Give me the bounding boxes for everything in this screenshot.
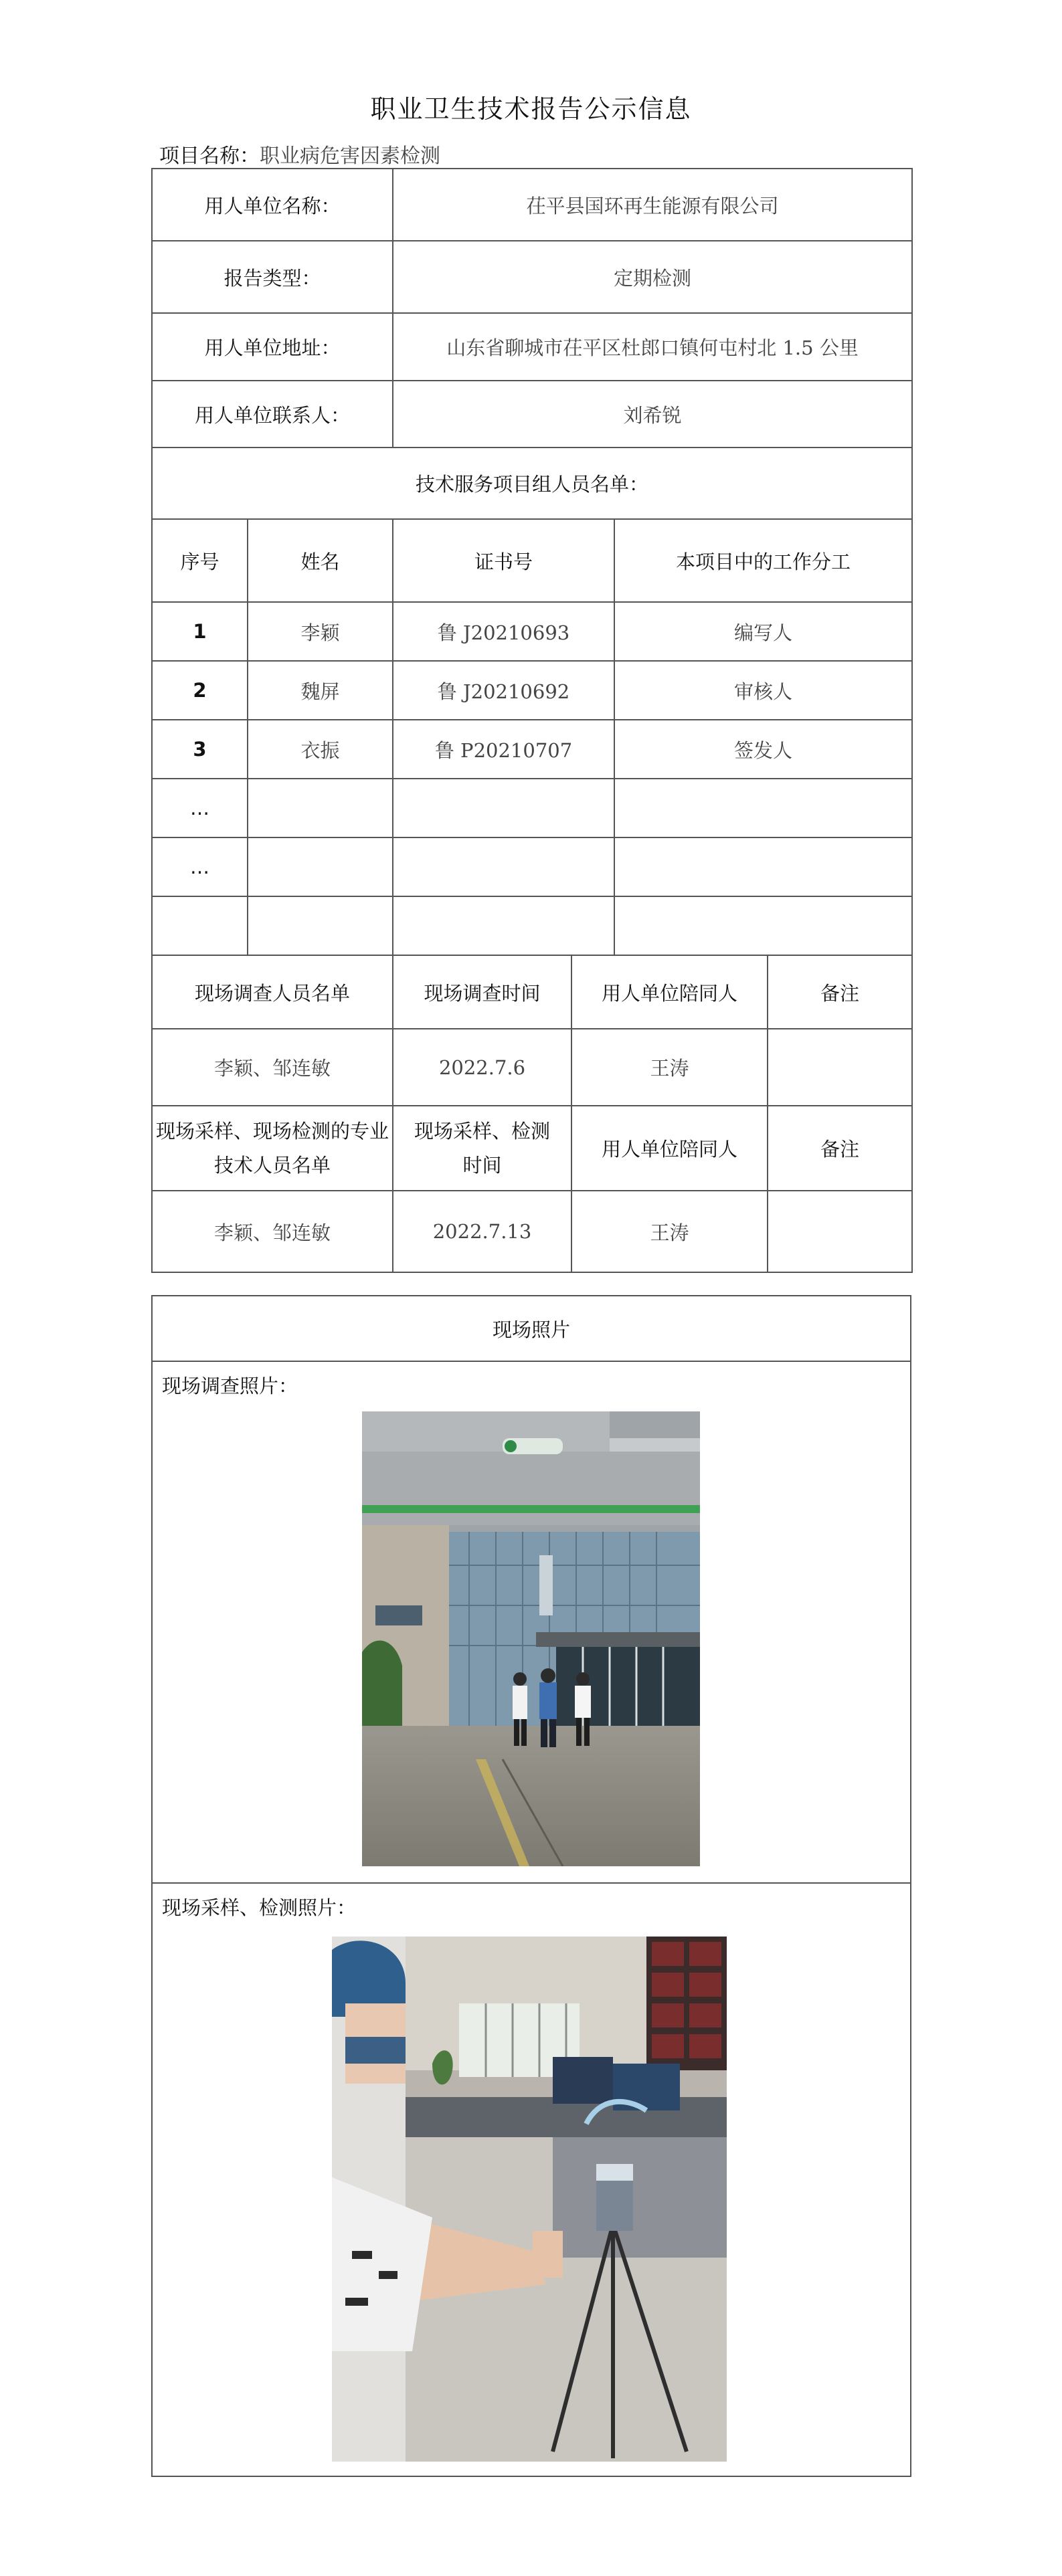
survey-photo-label: 现场调查照片： xyxy=(162,1375,298,1397)
team-member-name: 李颖 xyxy=(248,602,393,661)
sampling-escort: 王涛 xyxy=(571,1191,768,1272)
team-role: 审核人 xyxy=(614,661,912,720)
survey-escort: 王涛 xyxy=(571,1029,768,1106)
survey-col-staff: 现场调查人员名单 xyxy=(152,955,393,1029)
team-col-name: 姓名 xyxy=(248,519,393,602)
table-row xyxy=(152,779,912,837)
table-row xyxy=(152,1029,912,1106)
unit-name-label: 用人单位名称： xyxy=(152,169,393,241)
instrument-photo-icon xyxy=(332,1937,727,2462)
project-name-line xyxy=(159,139,440,169)
survey-remark xyxy=(768,1029,912,1106)
team-no: 3 xyxy=(152,720,248,779)
report-type-value: 定期检测 xyxy=(393,241,912,313)
team-role: 编写人 xyxy=(614,602,912,661)
table-row xyxy=(152,1191,912,1272)
report-type-label: 报告类型： xyxy=(152,241,393,313)
table-row xyxy=(152,602,912,661)
team-no: 2 xyxy=(152,661,248,720)
sampling-col-staff: 现场采样、现场检测的专业技术人员名单 xyxy=(152,1106,393,1191)
survey-col-time: 现场调查时间 xyxy=(393,955,571,1029)
team-member-name xyxy=(248,896,393,955)
sampling-col-escort: 用人单位陪同人 xyxy=(571,1106,768,1191)
survey-col-escort: 用人单位陪同人 xyxy=(571,955,768,1029)
unit-contact-value: 刘希锐 xyxy=(393,381,912,448)
team-member-name xyxy=(248,837,393,896)
team-cert-no: 鲁 P20210707 xyxy=(393,720,614,779)
team-role: 签发人 xyxy=(614,720,912,779)
team-no: 1 xyxy=(152,602,248,661)
sampling-col-remark: 备注 xyxy=(768,1106,912,1191)
team-member-name xyxy=(248,779,393,837)
sampling-col-time: 现场采样、检测时间 xyxy=(393,1106,571,1191)
team-cert-no xyxy=(393,896,614,955)
sampling-photo-label: 现场采样、检测照片： xyxy=(162,1896,357,1919)
survey-col-remark: 备注 xyxy=(768,955,912,1029)
team-heading: 技术服务项目组人员名单： xyxy=(152,448,912,519)
table-row xyxy=(152,837,912,896)
team-cert-no: 鲁 J20210693 xyxy=(393,602,614,661)
team-col-no: 序号 xyxy=(152,519,248,602)
team-col-cert: 证书号 xyxy=(393,519,614,602)
team-role xyxy=(614,779,912,837)
project-name-label: 项目名称： xyxy=(159,144,260,168)
people-group xyxy=(513,1668,591,1747)
team-no: … xyxy=(152,779,248,837)
team-no: … xyxy=(152,837,248,896)
team-role xyxy=(614,837,912,896)
table-row xyxy=(152,661,912,720)
sampling-time: 2022.7.13 xyxy=(393,1191,571,1272)
team-cert-no xyxy=(393,779,614,837)
team-member-name: 魏屏 xyxy=(248,661,393,720)
unit-contact-label: 用人单位联系人： xyxy=(152,381,393,448)
table-row xyxy=(152,720,912,779)
survey-photo xyxy=(362,1411,700,1866)
sampling-photo xyxy=(332,1937,727,2462)
building-photo-icon xyxy=(362,1411,700,1866)
unit-address-label: 用人单位地址： xyxy=(152,313,393,381)
survey-staff: 李颖、邹连敏 xyxy=(152,1029,393,1106)
unit-address-value: 山东省聊城市茌平区杜郎口镇何屯村北 1.5 公里 xyxy=(393,313,912,381)
sampling-staff: 李颖、邹连敏 xyxy=(152,1191,393,1272)
team-member-name: 衣振 xyxy=(248,720,393,779)
team-cert-no: 鲁 J20210692 xyxy=(393,661,614,720)
team-role xyxy=(614,896,912,955)
team-no xyxy=(152,896,248,955)
info-table xyxy=(151,168,913,1273)
unit-name-value: 茌平县国环再生能源有限公司 xyxy=(393,169,912,241)
survey-time: 2022.7.6 xyxy=(393,1029,571,1106)
team-cert-no xyxy=(393,837,614,896)
page-title: 职业卫生技术报告公示信息 xyxy=(370,94,692,124)
team-col-role: 本项目中的工作分工 xyxy=(614,519,912,602)
photos-heading: 现场照片 xyxy=(152,1296,911,1361)
table-row xyxy=(152,896,912,955)
sampling-remark xyxy=(768,1191,912,1272)
project-name-value: 职业病危害因素检测 xyxy=(260,144,440,168)
